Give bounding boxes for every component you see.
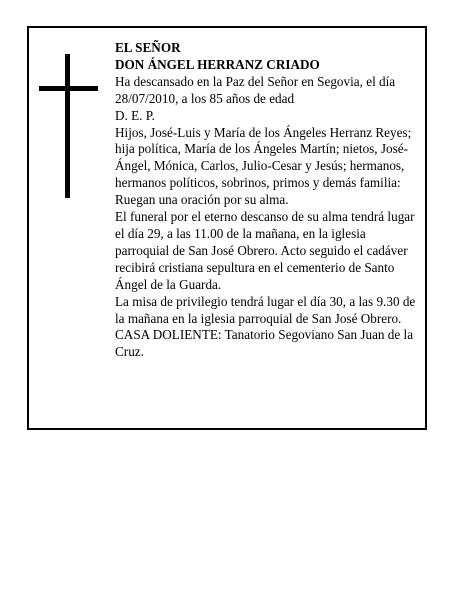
deceased-title: EL SEÑOR [115,40,181,55]
family-list: Hijos, José-Luis y María de los Ángeles Herranz Reyes; hija política, María de los Ángeles Martín; nietos, José-Ángel, Mónica, Carlos, Julio-Cesar y Jesús; hermanos, hermanos políticos, sobrinos, primos y demás familia: [115,124,412,191]
funeral-details: El funeral por el eterno descanso de su alma tendrá lugar el día 29, a las 11.00 de la mañana, en la iglesia parroquial de San José Obrero. Acto seguido el cadáver recibirá cristiana sepultura en el cementerio de Santo Ángel de la Guarda. [115,209,415,292]
mass-details: La misa de privilegio tendrá lugar el día 30, a las 9.30 de la mañana en la iglesia parroquial de San José Obrero. [115,293,416,326]
mourning-house: CASA DOLIENTE: Tanatorio Segoviano San Juan de la Cruz. [115,327,414,360]
death-announcement: Ha descansado en la Paz del Señor en Segovia, el día 28/07/2010, a los 85 años de edad [115,73,396,106]
cross-vertical-bar [65,54,70,198]
prayer-request: Ruegan una oración por su alma. [115,192,289,208]
cross-icon [39,54,99,198]
obituary-notice [27,26,427,430]
deceased-name: DON ÁNGEL HERRANZ CRIADO [115,56,320,72]
rip-line: D. E. P. [115,107,155,123]
notice-text [115,40,423,361]
cross-horizontal-bar [39,86,98,91]
